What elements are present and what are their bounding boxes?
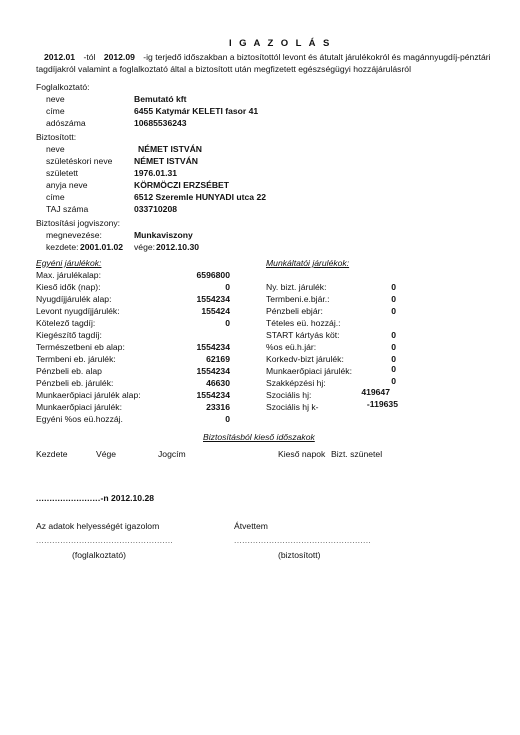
absence-col-start: Kezdete xyxy=(36,449,68,459)
er-row-value: -119635 xyxy=(366,399,398,409)
insured-mothername-label: anyja neve xyxy=(46,180,88,190)
er-row-value: 0 xyxy=(391,294,396,304)
emp-row-value: 0 xyxy=(225,282,230,292)
date-text: -n 2012.10.28 xyxy=(100,493,155,503)
employer-name-value: Bemutató kft xyxy=(134,94,187,104)
emp-row-value: 0 xyxy=(225,318,230,328)
signature-left-line: ................................................... xyxy=(36,535,174,545)
signature-left-text: Az adatok helyességét igazolom xyxy=(36,521,160,531)
er-row-label: Szakképzési hj: xyxy=(266,378,326,388)
relationship-end-label: vége: xyxy=(134,242,156,252)
period-from: 2012.01 xyxy=(44,52,76,62)
er-row-value: 0 xyxy=(391,282,396,292)
emp-row-value: 0 xyxy=(225,414,230,424)
er-row-label: Szociális hj k- xyxy=(266,402,319,412)
er-row-label: Ny. bizt. járulék: xyxy=(266,282,327,292)
insured-taj-value: 033710208 xyxy=(134,204,178,214)
emp-row-label: Kötelező tagdíj: xyxy=(36,318,96,328)
emp-row-label: Természetbeni eb alap: xyxy=(36,342,125,352)
er-row-value: 0 xyxy=(391,306,396,316)
absence-col-reason: Jogcím xyxy=(158,449,186,459)
er-row-value: 0 xyxy=(391,364,396,374)
insured-birthname-label: születéskori neve xyxy=(46,156,113,166)
er-row-value: 0 xyxy=(391,330,396,340)
absence-col-suspended: Bizt. szünetel xyxy=(331,449,383,459)
employer-address-value: 6455 Katymár KELETI fasor 41 xyxy=(134,106,259,116)
insured-name-value: NÉMET ISTVÁN xyxy=(138,144,202,154)
employee-contrib-heading: Egyéni járulékok: xyxy=(36,258,102,268)
relationship-heading: Biztosítási jogviszony: xyxy=(36,218,121,228)
employer-name-label: neve xyxy=(46,94,65,104)
absence-heading: Biztosításból kieső időszakok xyxy=(203,432,315,442)
emp-row-value: 6596800 xyxy=(196,270,230,280)
signature-right-text: Átvettem xyxy=(234,521,268,531)
absence-col-days: Kieső napok xyxy=(278,449,326,459)
er-row-value: 0 xyxy=(391,376,396,386)
insured-mothername-value: KÖRMÖCZI ERZSÉBET xyxy=(134,180,230,190)
insured-birthname-value: NÉMET ISTVÁN xyxy=(134,156,198,166)
intro-paragraph xyxy=(36,52,492,75)
er-row-label: Munkaerőpiaci járulék: xyxy=(266,366,352,376)
place-date xyxy=(36,493,154,503)
emp-row-label: Nyugdíjjárulék alap: xyxy=(36,294,112,304)
er-row-label: Pénzbeli ebjár: xyxy=(266,306,323,316)
emp-row-value: 1554234 xyxy=(196,342,230,352)
emp-row-value: 155424 xyxy=(201,306,230,316)
emp-row-label: Kieső idők (nap): xyxy=(36,282,101,292)
emp-row-value: 23316 xyxy=(206,402,230,412)
insured-address-label: címe xyxy=(46,192,65,202)
signature-right-label: (biztosított) xyxy=(278,550,321,560)
emp-row-label: Levont nyugdíjjárulék: xyxy=(36,306,120,316)
emp-row-value: 62169 xyxy=(206,354,230,364)
insured-heading: Biztosított: xyxy=(36,132,77,142)
employer-heading: Foglalkoztató: xyxy=(36,82,90,92)
insured-address-value: 6512 Szeremle HUNYADI utca 22 xyxy=(134,192,266,202)
emp-row-label: Pénzbeli eb. járulék: xyxy=(36,378,114,388)
er-row-value: 419647 xyxy=(361,387,390,397)
emp-row-label: Pénzbeli eb. alap xyxy=(36,366,102,376)
employer-contrib-heading: Munkáltatói járulékok: xyxy=(266,258,350,268)
employer-taxid-label: adószáma xyxy=(46,118,86,128)
period-to: 2012.09 xyxy=(103,52,135,62)
er-row-value: 0 xyxy=(391,342,396,352)
period-from-suffix: -tól xyxy=(83,52,96,62)
emp-row-label: Egyéni %os eü.hozzáj. xyxy=(36,414,123,424)
relationship-start-label: kezdete: xyxy=(46,242,79,252)
er-row-label: Tételes eü. hozzáj.: xyxy=(266,318,341,328)
emp-row-label: Munkaerőpiaci járulék alap: xyxy=(36,390,141,400)
signature-right-line: ................................................... xyxy=(234,535,372,545)
employer-address-label: címe xyxy=(46,106,65,116)
relationship-type-label: megnevezése: xyxy=(46,230,102,240)
relationship-start-value: 2001.01.02 xyxy=(80,242,124,252)
document-title: I G A Z O L Á S xyxy=(229,38,332,49)
er-row-value: 0 xyxy=(391,354,396,364)
er-row-label: START kártyás köt: xyxy=(266,330,340,340)
emp-row-value: 1554234 xyxy=(196,294,230,304)
absence-col-end: Vége xyxy=(96,449,117,459)
emp-row-label: Termbeni eb. járulék: xyxy=(36,354,116,364)
employer-taxid-value: 10685536243 xyxy=(134,118,187,128)
er-row-label: Korkedv-bizt járulék: xyxy=(266,354,344,364)
insured-birthdate-value: 1976.01.31 xyxy=(134,168,178,178)
insured-name-label: neve xyxy=(46,144,65,154)
er-row-label: %os eü.h.jár: xyxy=(266,342,317,352)
emp-row-label: Munkaerőpiaci járulék: xyxy=(36,402,122,412)
signature-left-label: (foglalkoztató) xyxy=(72,550,126,560)
relationship-end-value: 2012.10.30 xyxy=(156,242,200,252)
emp-row-label: Max. járulékalap: xyxy=(36,270,101,280)
emp-row-value: 1554234 xyxy=(196,390,230,400)
emp-row-value: 46630 xyxy=(206,378,230,388)
relationship-type-value: Munkaviszony xyxy=(134,230,193,240)
emp-row-value: 1554234 xyxy=(196,366,230,376)
insured-taj-label: TAJ száma xyxy=(46,204,89,214)
er-row-label: Termbeni.e.bjár.: xyxy=(266,294,330,304)
er-row-label: Szociális hj: xyxy=(266,390,312,400)
insured-birthdate-label: született xyxy=(46,168,79,178)
intro-text: -ig terjedő időszakban a biztosítottól levont és átutalt járulékokról és magánnyugdíj-pénztári tagdíjakról valamint a foglalkoztató által a biztosított után megfizetett egészségügyi hozzájárulásról xyxy=(36,52,491,74)
emp-row-label: Kiegészítő tagdíj: xyxy=(36,330,102,340)
place-dots: ........................ xyxy=(36,493,101,503)
